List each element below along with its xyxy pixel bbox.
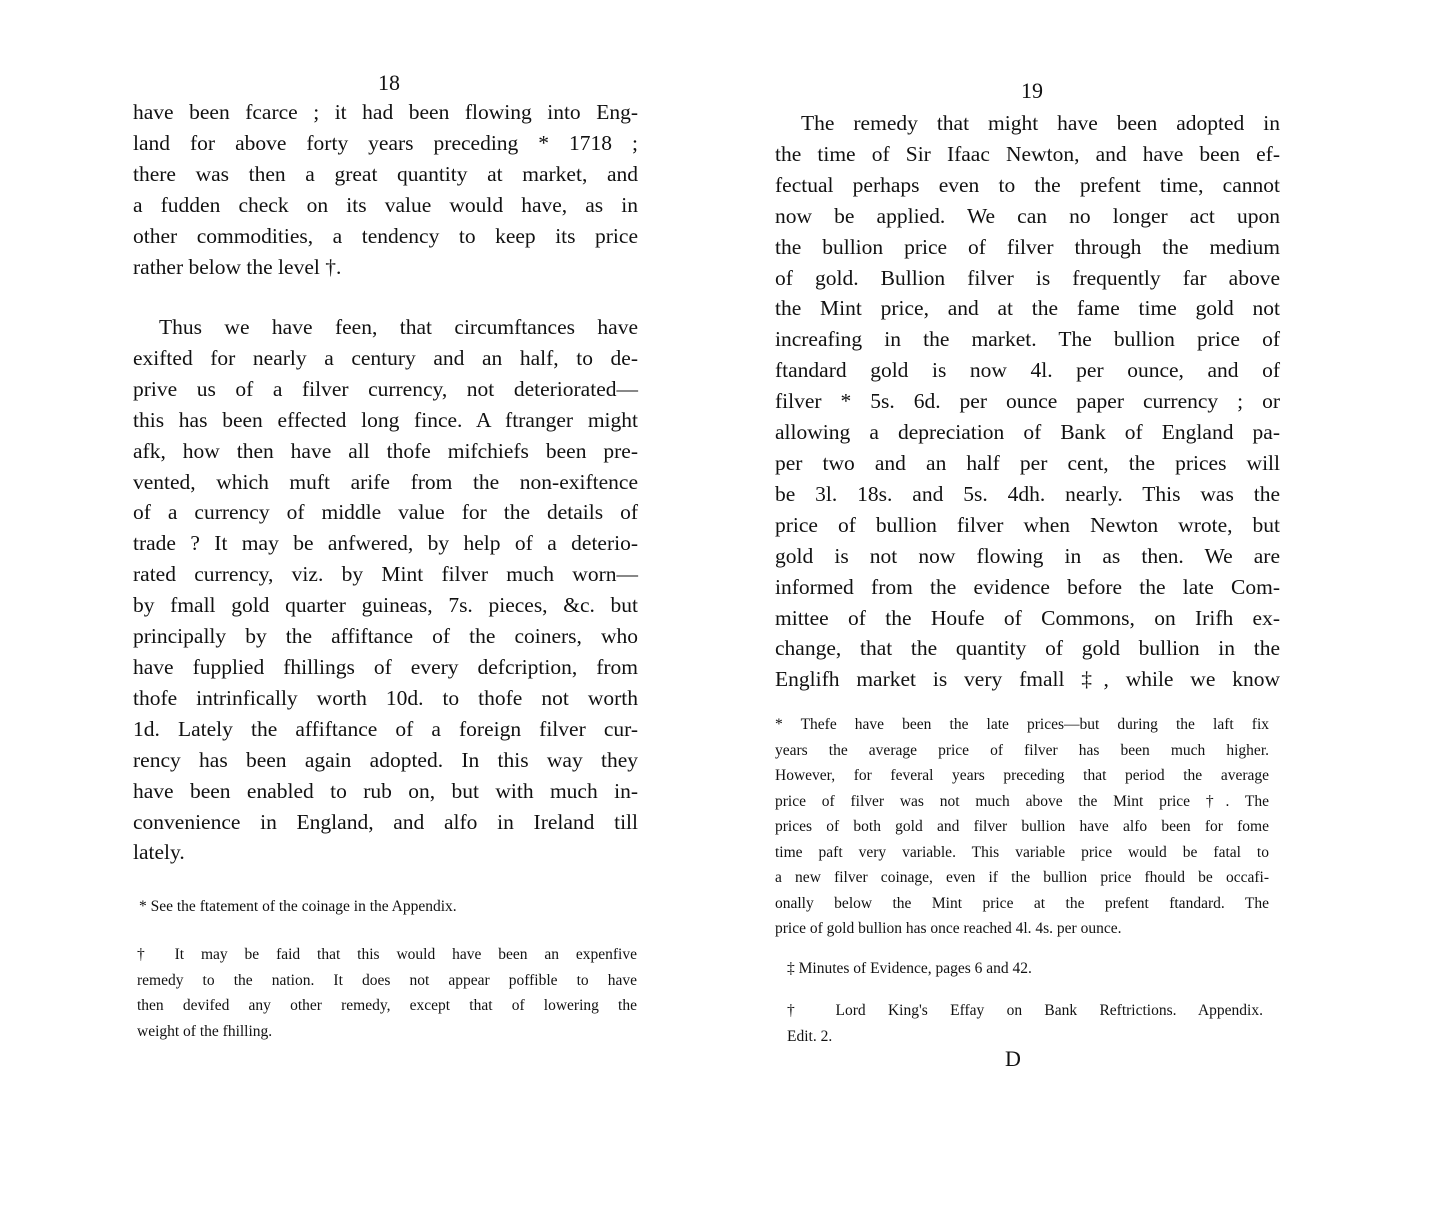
text-line: the Mint price, and at the fame time gold not xyxy=(775,296,1280,321)
text-line: the bullion price of filver through the medium xyxy=(775,234,1280,259)
footnote-line: a new filver coinage, even if the bullion price fhould be occafi- xyxy=(775,869,1269,886)
signature-mark: D xyxy=(1005,1046,1021,1071)
text-line: filver * 5s. 6d. per ounce paper currency ; or xyxy=(775,389,1280,414)
footnote-line: † Lord King's Effay on Bank Reftrictions. Appendix. xyxy=(787,1002,1263,1019)
footnote-line: † It may be faid that this would have been an expenfive xyxy=(137,946,637,963)
footnote-line: time paft very variable. This variable price would be fatal to xyxy=(775,843,1269,861)
footnote-line: Edit. 2. xyxy=(787,1027,833,1045)
footnote-line: prices of both gold and filver bullion have alfo been for fome xyxy=(775,818,1269,835)
text-line: rency has been again adopted. In this way they xyxy=(133,747,638,772)
text-line: this has been effected long fince. A ftranger might xyxy=(133,407,638,432)
text-line: land for above forty years preceding * 1718 ; xyxy=(133,130,638,155)
footnote xyxy=(137,942,637,1044)
text-line: Englifh market is very fmall ‡, while we know xyxy=(775,667,1280,692)
text-line: lately. xyxy=(133,840,185,865)
footnote xyxy=(787,998,1263,1049)
text-line: price of bullion filver when Newton wrote, but xyxy=(775,512,1280,537)
text-line: of a currency of middle value for the details of xyxy=(133,500,638,525)
text-line: 1d. Lately the affiftance of a foreign filver cur- xyxy=(133,716,638,741)
text-line: be 3l. 18s. and 5s. 4dh. nearly. This was the xyxy=(775,481,1280,506)
footnote-line: price of filver was not much above the Mint price †. The xyxy=(775,792,1269,810)
text-line: afk, how then have all thofe mifchiefs been pre- xyxy=(133,438,638,463)
text-line: thofe intrinfically worth 10d. to thofe not worth xyxy=(133,685,638,710)
text-line: a fudden check on its value would have, as in xyxy=(133,192,638,217)
text-line: change, that the quantity of gold bullion in the xyxy=(775,636,1280,661)
text-line: ftandard gold is now 4l. per ounce, and of xyxy=(775,358,1280,383)
text-line: informed from the evidence before the late Com- xyxy=(775,574,1280,599)
text-line: rated currency, viz. by Mint filver much worn— xyxy=(133,562,638,587)
footnote-line: then devifed any other remedy, except that of lowering the xyxy=(137,997,637,1014)
text-line: the time of Sir Ifaac Newton, and have been ef- xyxy=(775,141,1280,166)
text-line: trade ? It may be anfwered, by help of a deterio- xyxy=(133,531,638,556)
paragraph xyxy=(133,97,638,282)
footnote xyxy=(787,956,1127,982)
footnote xyxy=(139,894,579,920)
text-line: convenience in England, and alfo in Ireland till xyxy=(133,809,638,834)
text-line: of gold. Bullion filver is frequently far above xyxy=(775,265,1280,290)
footnote-line: onally below the Mint price at the prefent ftandard. The xyxy=(775,894,1269,912)
text-line: have been enabled to rub on, but with much in- xyxy=(133,778,638,803)
footnote-line: * See the ftatement of the coinage in the Appendix. xyxy=(139,898,457,915)
text-line: by fmall gold quarter guineas, 7s. pieces, &c. but xyxy=(133,593,638,618)
text-line: have been fcarce ; it had been flowing into Eng- xyxy=(133,100,638,124)
text-line: prive us of a filver currency, not deteriorated— xyxy=(133,376,638,401)
footnote xyxy=(775,712,1269,942)
footnote-line: However, for feveral years preceding that period the average xyxy=(775,767,1269,784)
text-line: now be applied. We can no longer act upon xyxy=(775,203,1280,228)
page-number: 19 xyxy=(1021,78,1043,103)
text-line: there was then a great quantity at market, and xyxy=(133,161,638,186)
text-line: exifted for nearly a century and an half, to de- xyxy=(133,345,638,370)
text-line: Thus we have feen, that circumftances have xyxy=(159,315,638,339)
page-number: 18 xyxy=(378,70,400,95)
text-line: mittee of the Houfe of Commons, on Irifh ex- xyxy=(775,605,1280,630)
paragraph xyxy=(775,108,1280,695)
text-line: gold is not now flowing in as then. We are xyxy=(775,543,1280,568)
footnote-line: price of gold bullion has once reached 4l. 4s. per ounce. xyxy=(775,920,1122,937)
text-line: The remedy that might have been adopted in xyxy=(801,111,1280,135)
text-line: allowing a depreciation of Bank of England pa- xyxy=(775,420,1280,445)
text-line: per two and an half per cent, the prices will xyxy=(775,450,1280,475)
text-line: rather below the level †. xyxy=(133,254,342,279)
footnote-line: weight of the fhilling. xyxy=(137,1022,273,1040)
text-line: vented, which muft arife from the non-exiftence xyxy=(133,469,638,494)
text-line: principally by the affiftance of the coiners, who xyxy=(133,624,638,649)
text-line: have fupplied fhillings of every defcription, from xyxy=(133,654,638,679)
text-line: fectual perhaps even to the prefent time, cannot xyxy=(775,172,1280,197)
text-line: increafing in the market. The bullion price of xyxy=(775,327,1280,352)
paragraph xyxy=(133,312,638,868)
footnote-line: ‡ Minutes of Evidence, pages 6 and 42. xyxy=(787,960,1032,977)
footnote-line: years the average price of filver has been much higher. xyxy=(775,741,1269,759)
text-line: other commodities, a tendency to keep its price xyxy=(133,223,638,248)
footnote-line: remedy to the nation. It does not appear poffible to have xyxy=(137,971,637,989)
footnote-line: * Thefe have been the late prices—but during the laft fix xyxy=(775,716,1269,733)
